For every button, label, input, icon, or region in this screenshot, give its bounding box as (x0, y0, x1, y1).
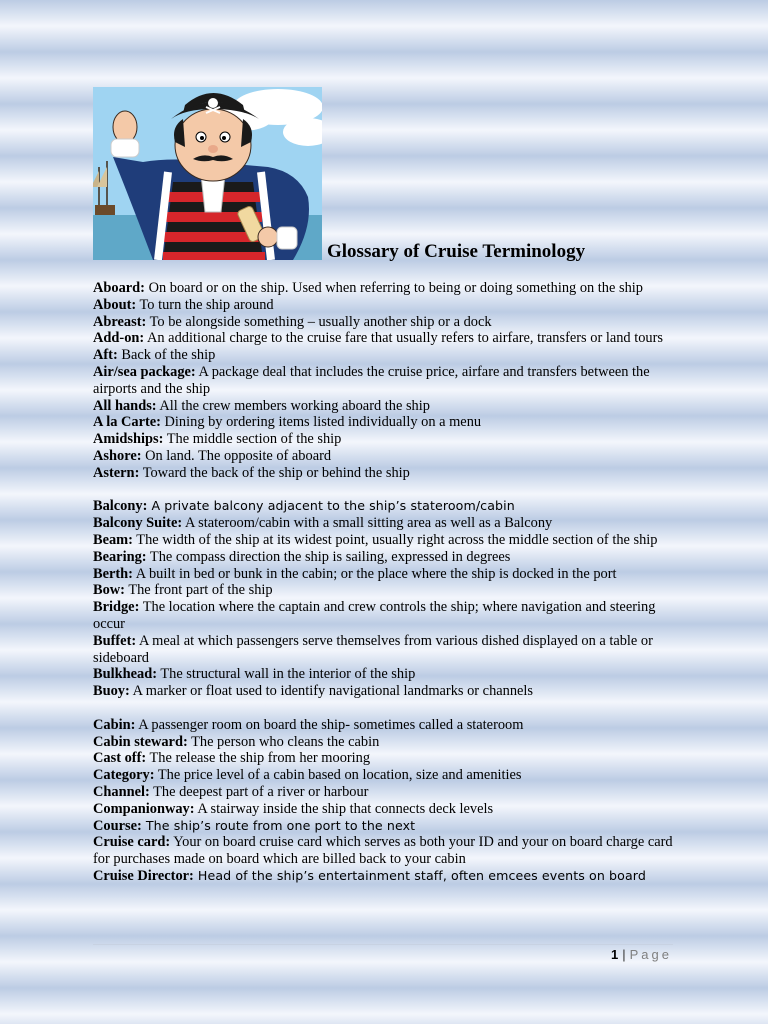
glossary-entry (93, 734, 683, 751)
glossary-term: Bow: (93, 582, 125, 599)
glossary-entry (93, 834, 683, 868)
glossary-term: Companionway: (93, 800, 195, 817)
glossary-definition: A private balcony adjacent to the ship’s stateroom/cabin (147, 498, 515, 514)
glossary-definition: The front part of the ship (124, 582, 273, 599)
glossary-term: Category: (93, 767, 155, 784)
glossary-entry (93, 582, 683, 599)
glossary-definition: A package deal that includes the cruise price, airfare and transfers between the airports and the ship (93, 363, 650, 397)
glossary-entry (93, 717, 683, 734)
glossary-term: Abreast: (93, 313, 147, 330)
glossary-definition: The location where the captain and crew controls the ship; where navigation and steering occur (93, 599, 656, 632)
glossary-term: Bulkhead: (93, 666, 157, 683)
glossary-term: Aft: (93, 347, 118, 364)
glossary-term: Course: (93, 817, 142, 834)
glossary-definition: To be alongside something – usually another ship or a dock (146, 313, 492, 330)
glossary-term: Buoy: (93, 683, 130, 700)
glossary-definition: Back of the ship (117, 347, 216, 364)
glossary-entry (93, 633, 683, 667)
glossary-definition: A marker or float used to identify navigational landmarks or channels (129, 683, 534, 700)
glossary-definition: Dining by ordering items listed individually on a menu (160, 414, 482, 431)
glossary-definition: The structural wall in the interior of the ship (157, 666, 416, 683)
group-spacer (93, 700, 683, 717)
glossary-entry (93, 364, 683, 398)
glossary-entry (93, 767, 683, 784)
pirate-illustration (93, 87, 322, 260)
glossary-term: Balcony Suite: (93, 515, 183, 532)
glossary-term: Cruise card: (93, 834, 171, 851)
glossary-entry (93, 330, 683, 347)
glossary-entry (93, 818, 683, 835)
glossary-term: Cabin: (93, 716, 136, 733)
glossary-term: Ashore: (93, 447, 142, 464)
glossary-term: Aboard: (93, 280, 145, 296)
glossary-entry (93, 448, 683, 465)
glossary-term: Air/sea package: (93, 363, 196, 380)
glossary-entry (93, 297, 683, 314)
glossary-entry (93, 801, 683, 818)
glossary-term: Cruise Director: (93, 867, 194, 884)
glossary-entry (93, 515, 683, 532)
glossary-entry (93, 784, 683, 801)
glossary-definition: The release the ship from her mooring (146, 750, 371, 767)
glossary-term: Balcony: (93, 498, 148, 515)
glossary-definition: A passenger room on board the ship- sometimes called a stateroom (135, 716, 524, 733)
glossary-definition: The person who cleans the cabin (187, 733, 380, 750)
glossary-entry (93, 347, 683, 364)
glossary-definition: Toward the back of the ship or behind the ship (139, 464, 410, 481)
glossary-term: Berth: (93, 565, 133, 582)
glossary-term: Cabin steward: (93, 733, 188, 750)
glossary-entry (93, 532, 683, 549)
glossary-definition: On land. The opposite of aboard (141, 447, 332, 464)
glossary-entry (93, 398, 683, 415)
glossary-term: Bridge: (93, 599, 140, 616)
page-title: Glossary of Cruise Terminology (327, 241, 586, 262)
glossary-definition: Your on board cruise card which serves as both your ID and your on board charge card for purchases made on board which are billed back to your cabin (93, 834, 673, 868)
page-separator: | (622, 947, 626, 962)
glossary-entry (93, 414, 683, 431)
glossary-term: Add-on: (93, 330, 145, 347)
glossary-entry (93, 683, 683, 700)
glossary-definition: Head of the ship’s entertainment staff, often emcees events on board (193, 867, 646, 883)
glossary-term: Channel: (93, 783, 150, 800)
glossary-entry (93, 868, 683, 885)
pirate-captain-image (93, 87, 322, 260)
glossary-term: All hands: (93, 397, 157, 414)
glossary-entry (93, 431, 683, 448)
glossary-term: A la Carte: (93, 414, 161, 431)
glossary-entry (93, 280, 683, 297)
glossary-entry (93, 549, 683, 566)
glossary-term: Cast off: (93, 750, 147, 767)
glossary-definition: The ship’s route from one port to the next (141, 817, 416, 833)
glossary-list (93, 280, 683, 885)
glossary-definition: A stateroom/cabin with a small sitting area as well as a Balcony (182, 515, 553, 532)
glossary-definition: The compass direction the ship is sailing, expressed in degrees (146, 548, 511, 565)
glossary-definition: On board or on the ship. Used when referring to being or doing something on the ship (144, 280, 643, 296)
glossary-definition: The deepest part of a river or harbour (149, 783, 369, 800)
glossary-term: Beam: (93, 531, 133, 548)
glossary-entry (93, 666, 683, 683)
glossary-definition: The width of the ship at its widest point, usually right across the middle section of the ship (132, 531, 658, 548)
group-spacer (93, 482, 683, 499)
page-footer (611, 947, 672, 962)
glossary-definition: A stairway inside the ship that connects deck levels (194, 800, 494, 817)
glossary-definition: The middle section of the ship (163, 431, 342, 448)
glossary-entry (93, 566, 683, 583)
footer-divider (93, 944, 673, 945)
page-number: 1 (611, 947, 619, 962)
page-label: Page (629, 947, 672, 962)
glossary-term: Amidships: (93, 431, 164, 448)
glossary-term: About: (93, 296, 137, 313)
glossary-term: Bearing: (93, 548, 147, 565)
glossary-term: Astern: (93, 464, 140, 481)
glossary-definition: The price level of a cabin based on location, size and amenities (154, 767, 522, 784)
glossary-definition: An additional charge to the cruise fare that usually refers to airfare, transfers or land tours (144, 330, 663, 347)
glossary-definition: All the crew members working aboard the ship (156, 397, 430, 414)
glossary-definition: A meal at which passengers serve themselves from various dished displayed on a table or sideboard (93, 632, 653, 666)
glossary-entry (93, 750, 683, 767)
glossary-entry (93, 498, 683, 515)
glossary-entry (93, 314, 683, 331)
glossary-definition: A built in bed or bunk in the cabin; or the place where the ship is docked in the port (132, 565, 617, 582)
glossary-definition: To turn the ship around (136, 296, 274, 313)
glossary-term: Buffet: (93, 632, 137, 649)
glossary-entry (93, 599, 683, 633)
glossary-entry (93, 465, 683, 482)
